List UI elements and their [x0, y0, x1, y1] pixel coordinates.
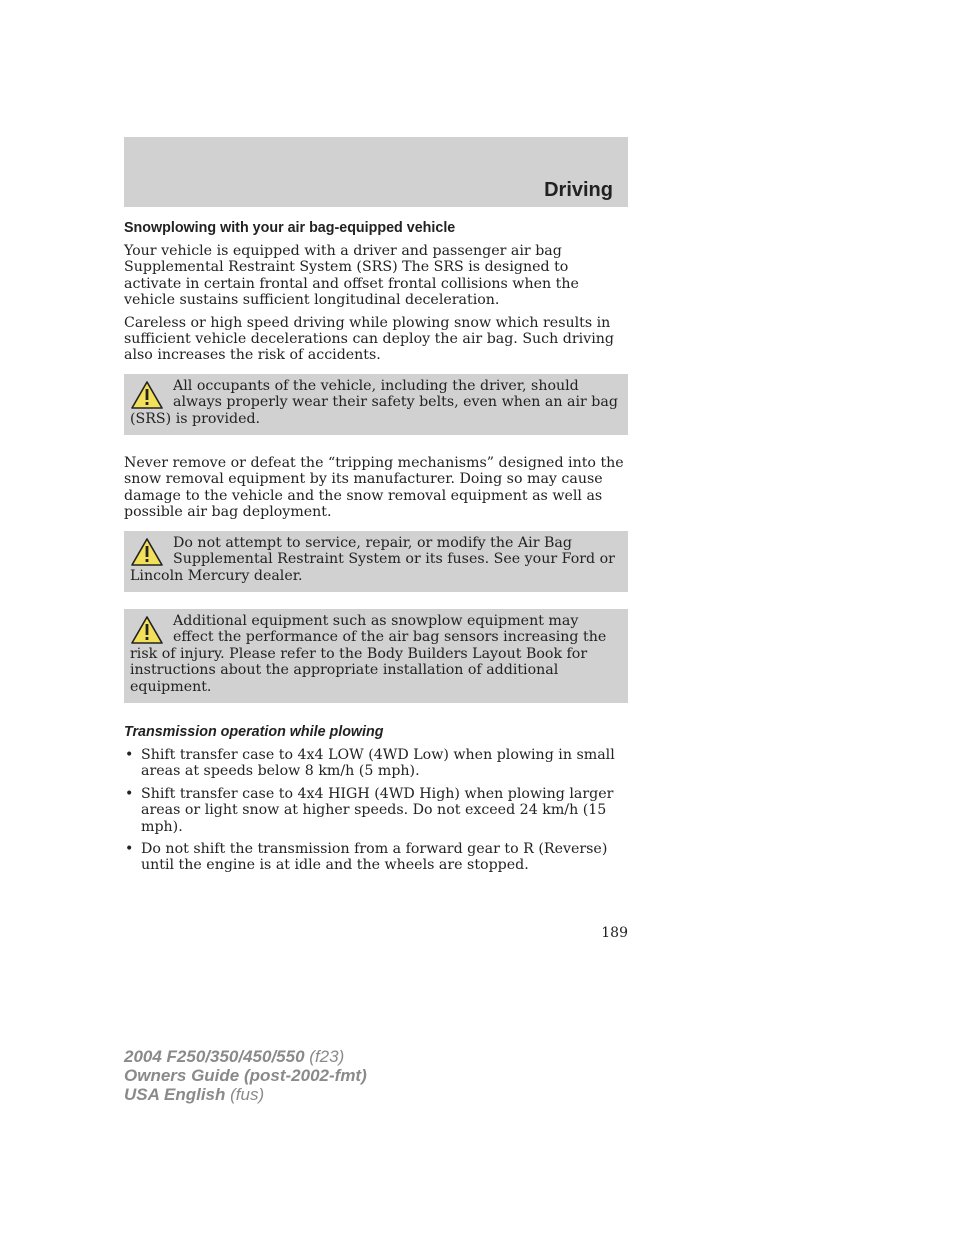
paragraph-srs: Your vehicle is equipped with a driver and passenger air bag Supplemental Restraint System (SRS) The SRS is designed to activate in certain frontal and offset frontal collisions when the vehicle sustains sufficient longitudinal deceleration. — [124, 243, 579, 309]
transmission-bullet-list — [124, 747, 628, 874]
warning-text: All occupants of the vehicle, including the driver, should always properly wear their safety belts, even when an air bag (SRS) is provided. — [130, 377, 618, 427]
list-item: • Shift transfer case to 4x4 HIGH (4WD High) when plowing larger areas or light snow at higher speeds. Do not exceed 24 km/h (15 mph). — [125, 785, 614, 835]
warning-triangle-icon — [130, 380, 164, 410]
document-footer — [124, 1047, 367, 1104]
warning-text: Additional equipment such as snowplow equipment may effect the performance of the air bag sensors increasing the risk of injury. Please refer to the Body Builders Layout Book for instructions about the appropriate installation of additional equipment. — [130, 612, 607, 695]
warning-text: Do not attempt to service, repair, or modify the Air Bag Supplemental Restraint System or its fuses. See your Ford or Lincoln Mercury dealer. — [130, 534, 615, 584]
page-number: 189 — [601, 925, 628, 941]
list-item: • Shift transfer case to 4x4 LOW (4WD Low) when plowing in small areas at speeds below 8 km/h (5 mph). — [125, 746, 615, 780]
warning-triangle-icon — [130, 615, 164, 645]
section-header-band — [124, 137, 628, 207]
paragraph-tripping-mechanisms: Never remove or defeat the “tripping mechanisms” designed into the snow removal equipment by its manufacturer. Doing so may cause damage to the vehicle and the snow removal equipment as well as possible air bag deployment. — [124, 455, 624, 521]
snowplowing-heading: Snowplowing with your air bag-equipped vehicle — [124, 220, 456, 236]
warning-box-safety-belts — [124, 374, 628, 435]
footer-line-guide: Owners Guide (post-2002-fmt) — [124, 1066, 367, 1085]
paragraph-careless-driving: Careless or high speed driving while plowing snow which results in sufficient vehicle decelerations can deploy the air bag. Such driving also increases the risk of accidents. — [124, 314, 614, 364]
footer-line-model: 2004 F250/350/450/550 (f23) — [124, 1047, 345, 1066]
warning-box-service — [124, 531, 628, 592]
page-content — [124, 219, 628, 880]
warning-box-additional-equipment — [124, 609, 628, 703]
warning-triangle-icon — [130, 537, 164, 567]
footer-line-language: USA English (fus) — [124, 1085, 265, 1104]
transmission-heading: Transmission operation while plowing — [124, 723, 384, 740]
list-item: • Do not shift the transmission from a forward gear to R (Reverse) until the engine is at idle and the wheels are stopped. — [125, 840, 608, 874]
section-title: Driving — [544, 179, 613, 201]
